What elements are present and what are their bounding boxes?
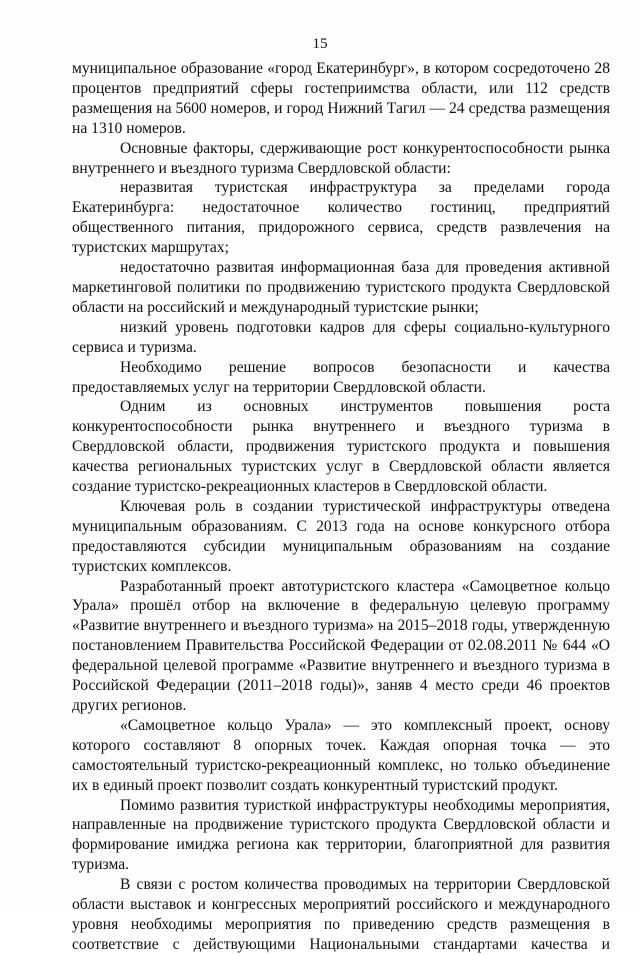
paragraph-exhibitions: В связи с ростом количества проводимых на территории Свердловской области выставок и конгрессных мероприятий российского и международного уровня необходимы мероприятия по приведению средств размещения в соответствие с действующими Национальными стандартами качества и [72, 876, 610, 953]
paragraph-hotels-stats: муниципальное образование «город Екатеринбург», в котором сосредоточено 28 процентов предприятий сферы гостеприимства области, или 112 средств размещения на 5600 номеров, и город Нижний Тагил — 24 средства размещения на 1310 номеров. [72, 60, 610, 137]
paragraph-promotion: Помимо развития туристкой инфраструктуры необходимы мероприятия, направленные на продвижение туристского продукта Свердловской области и формирование имиджа региона как территории, благоприятной для развития туризма. [72, 796, 610, 874]
page-number: 15 [312, 36, 328, 52]
paragraph-gem-ring-points: «Самоцветное кольцо Урала» — это комплексный проект, основу которого составляют 8 опорных точек. Каждая опорная точка — это самостоятельный туристско-рекреационный комплекс, но только объединение их в единый проект позволит создать конкурентный туристский продукт. [72, 716, 610, 794]
paragraph-staff-training: низкий уровень подготовки кадров для сферы социально-культурного сервиса и туризма. [72, 318, 610, 356]
paragraph-municipal-role: Ключевая роль в создании туристической инфраструктуры отведена муниципальным образованиям. С 2013 года на основе конкурсного отбора предоставляются субсидии муниципальным образованиям на создание туристских комплексов. [72, 497, 610, 575]
paragraph-infrastructure: неразвитая туристская инфраструктура за пределами города Екатеринбурга: недостаточное количество гостиниц, предприятий общественного питания, придорожного сервиса, средств развлечения на туристских маршрутах; [72, 179, 610, 257]
paragraph-constraining-factors: Основные факторы, сдерживающие рост конкурентоспособности рынка внутреннего и въездного туризма Свердловской области: [72, 139, 610, 177]
paragraph-information-base: недостаточно развитая информационная база для проведения активной маркетинговой политики по продвижению туристского продукта Свердловской области на российский и международный туристские рынки; [72, 259, 610, 316]
paragraph-safety-quality: Необходимо решение вопросов безопасности и качества предоставляемых услуг на территории Свердловской области. [72, 358, 610, 396]
body-text [72, 59, 610, 955]
paragraph-clusters: Одним из основных инструментов повышения роста конкурентоспособности рынка внутреннего и въездного туризма в Свердловской области, продвижения туристского продукта и повышения качества региональных туристских услуг в Свердловской области является создание туристско-рекреационных кластеров в Свердловской области. [72, 398, 610, 496]
paragraph-gem-ring-project: Разработанный проект автотуристского кластера «Самоцветное кольцо Урала» прошёл отбор на включение в федеральную целевую программу «Развитие внутреннего и въездного туризма» на 2015–2018 годы, утвержденную постановлением Правительства Российской Федерации от 02.08.2011 № 644 «О федеральной целевой программе «Развитие внутреннего и въездного туризма в Российской Федерации (2011–2018 годы)», заняв 4 место среди 46 проектов других регионов. [72, 577, 610, 714]
